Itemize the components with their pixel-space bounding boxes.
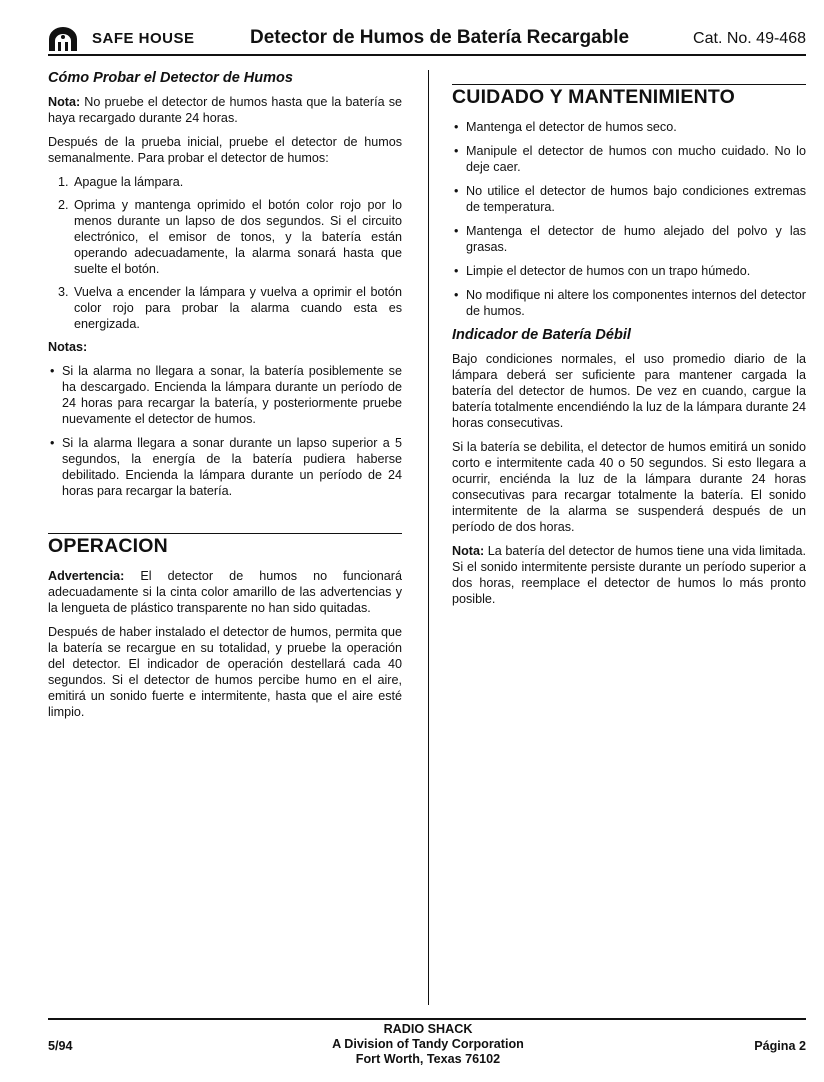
footer-date: 5/94: [48, 1039, 73, 1053]
test-step: 3. Vuelva a encender la lámpara y vuelva a oprimir el botón color rojo para probar la alarma cuando esta es energizada.: [72, 284, 402, 332]
note-item: • Si la alarma no llegara a sonar, la batería posiblemente se ha descargado. Encienda la lámpara durante un período de 24 horas para recargar la batería, y posteriormente pruebe nuevamente el detector de humos.: [62, 363, 402, 427]
note-label: Nota:: [48, 95, 81, 109]
company-division: A Division of Tandy Corporation: [332, 1037, 524, 1051]
warning-label: Advertencia:: [48, 569, 125, 583]
care-item: • Mantenga el detector de humos seco.: [466, 119, 806, 135]
warning-text: El detector de humos no funcionará adecuadamente si la cinta color amarillo de las advertencias y la lengueta de plástico transparente no han sido quitadas.: [48, 569, 402, 615]
column-divider: [428, 70, 429, 1005]
page-header: [48, 24, 806, 54]
footer-rule: [48, 1018, 806, 1020]
operation-title: OPERACION: [48, 533, 402, 554]
care-list: [452, 119, 806, 319]
document-title: Detector de Humos de Batería Recargable: [250, 27, 630, 48]
test-heading: Cómo Probar el Detector de Humos: [48, 70, 293, 86]
care-item: • Mantenga el detector de humo alejado del polvo y las grasas.: [466, 223, 806, 255]
test-step: 2. Oprima y mantenga oprimido el botón color rojo por lo menos durante un lapso de dos segundos. Si el circuito electrónico, el emisor de tonos, y la batería están operando adecuadamente, la alarma sonará hasta que suelte el botón.: [72, 197, 402, 277]
note-paragraph: [452, 543, 806, 607]
page-number: Página 2: [754, 1039, 806, 1053]
note-paragraph: [48, 94, 402, 126]
note-label: Nota:: [452, 544, 485, 558]
footer-company: [260, 1022, 596, 1067]
warning-paragraph: [48, 568, 402, 616]
care-item: • No utilice el detector de humos bajo condiciones extremas de temperatura.: [466, 183, 806, 215]
notes-list: [48, 363, 402, 499]
catalog-number: Cat. No. 49-468: [693, 30, 806, 47]
right-column: [452, 84, 806, 615]
care-item: • Limpie el detector de humos con un trapo húmedo.: [466, 263, 806, 279]
note-text: No pruebe el detector de humos hasta que la batería se haya recargado durante 24 horas.: [48, 95, 402, 125]
weak-battery-heading: Indicador de Batería Débil: [452, 327, 631, 343]
company-address: Fort Worth, Texas 76102: [355, 1052, 501, 1066]
note-item: • Si la alarma llegara a sonar durante un lapso superior a 5 segundos, la energía de la batería pudiera haberse debilitado. Encienda la lámpara durante un período de 24 horas para recargar la batería.: [62, 435, 402, 499]
operation-paragraph: Después de haber instalado el detector de humos, permita que la batería se recargue en su totalidad, y pruebe la operación del detector. El indicador de operación destellará cada 40 segundos. Si el detector de humos percibe humo en el aire, emitirá un sonido fuerte e intermitente, hasta que el aire esté limpio.: [48, 625, 402, 719]
care-item: • No modifique ni altere los componentes internos del detector de humos.: [466, 287, 806, 319]
header-rule: [48, 54, 806, 56]
weak-battery-paragraph: Bajo condiciones normales, el uso promedio diario de la lámpara deberá ser suficiente para mantener cargada la batería del detector de humos. De vez en cuando, cargue la batería totalmente encendiéndo la luz de la lámpara durante 24 horas consecutivas.: [452, 352, 806, 430]
note-text: La batería del detector de humos tiene una vida limitada. Si el sonido intermitente persiste durante un período superior a dos horas, reemplace el detector de humos lo más pronto posible.: [452, 544, 806, 606]
care-title: CUIDADO Y MANTENIMIENTO: [452, 84, 806, 105]
test-step: 1. Apague la lámpara.: [72, 174, 402, 190]
house-logo-icon: [48, 26, 78, 52]
intro-paragraph: Después de la prueba inicial, pruebe el detector de humos semanalmente. Para probar el detector de humos:: [48, 135, 402, 165]
weak-battery-paragraph: Si la batería se debilita, el detector de humos emitirá un sonido corto e intermitente cada 40 o 50 segundos. Si esto llegara a ocurrir, enciénda la luz de la lámpara durante 24 horas consecutivas para recargar totalmente la batería. El sonido intermitente de la alarma se suspenderá después de un período de dos horas.: [452, 440, 806, 534]
test-steps-list: [48, 174, 402, 332]
company-name: RADIO SHACK: [383, 1022, 473, 1036]
left-column: [48, 70, 402, 728]
care-item: • Manipule el detector de humos con mucho cuidado. No lo deje caer.: [466, 143, 806, 175]
notes-label: Notas:: [48, 340, 88, 354]
brand-name: SAFE HOUSE: [92, 30, 195, 47]
